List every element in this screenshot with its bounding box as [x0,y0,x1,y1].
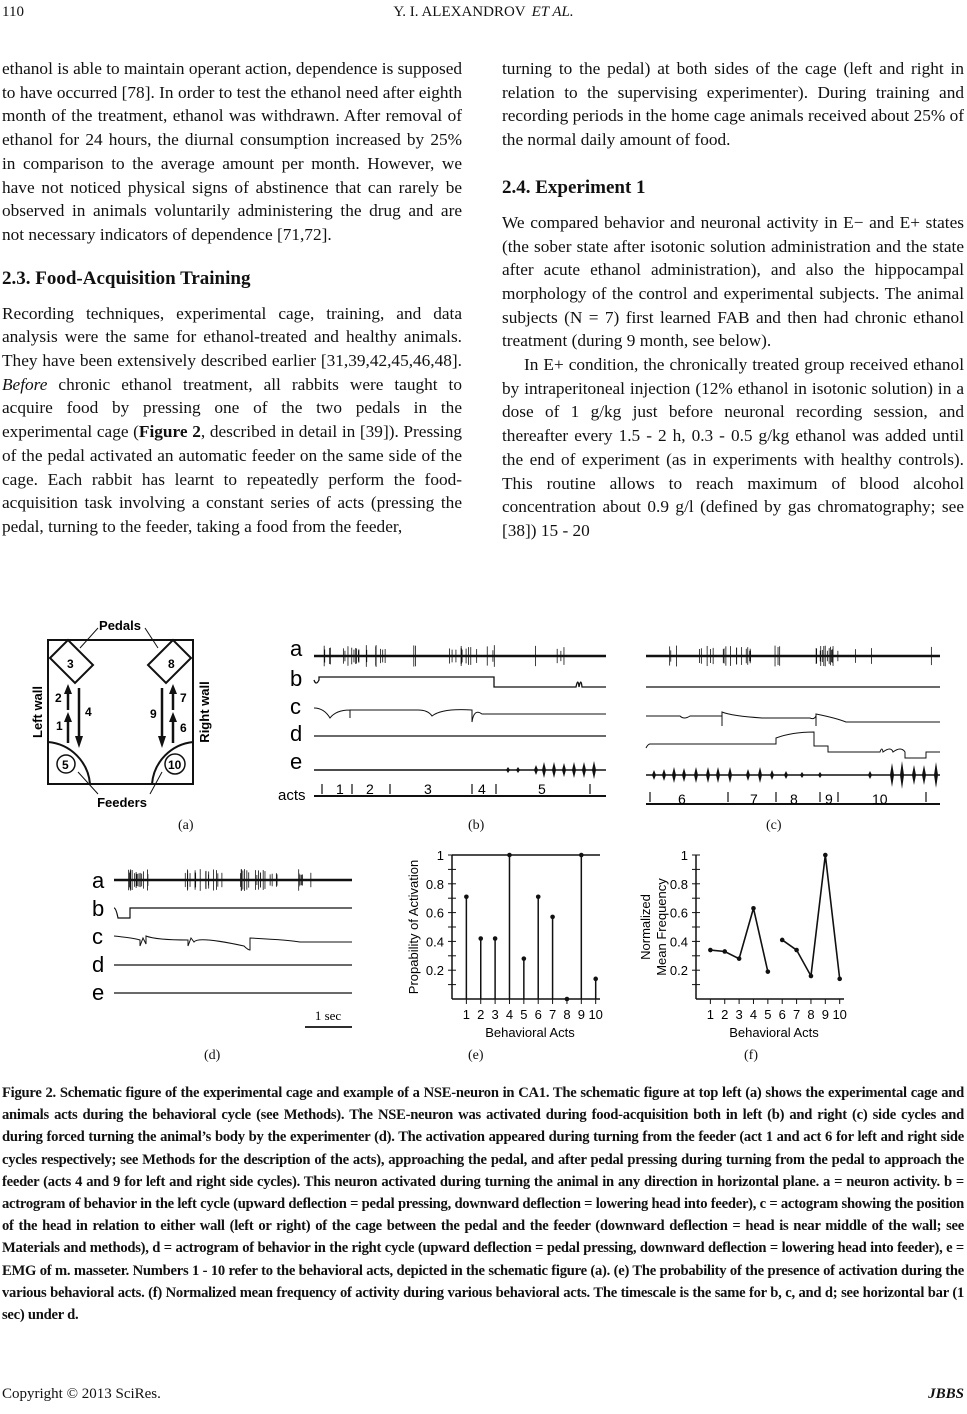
paragraph: We compared behavior and neuronal activity in E− and E+ states (the sober state after isotonic solution administration and the state after acute ethanol administration), and also the hippocampal morphology of the control and experimental subjects. The animal subjects (N = 7) first learned FAB and then had chronic ethanol treatment (during 9 month, see below). [502,212,964,351]
y-tick-label: 0.4 [425,934,444,950]
panel-e-chart [400,840,615,1055]
data-point [493,936,498,941]
trace-label-c: c [290,694,301,719]
panel-label-f: (f) [744,1048,758,1063]
running-head: Y. I. ALEXANDROV ET AL. [393,4,574,20]
data-point [478,936,483,941]
x-tick-label: 7 [792,1007,801,1022]
svg-text:2: 2 [55,691,62,705]
emg-burst [672,767,676,783]
emg-burst [652,770,656,780]
emg-burst [770,770,774,780]
figure-caption: Figure 2. Schematic figure of the experimental cage and example of a NSE-neuron in CA1. The schematic figure at top left (a) shows the experimental cage and animals acts during the behavioral cycle (see Methods). The NSE-neuron was activated during food-acquisition both in left (b) and right (c) side cycles and during forced turning the animal’s body by the experimenter (d). The activation appeared during turning from the feeder (act 1 and act 6 for left and right side cycles respectively; see Methods for the description of the acts), approaching the pedal, and after pedal pressing during turning from the pedal to approach the feeder (acts 4 and 9 for left and right side cycles). This neuron activated during turning the animal in any direction in horizontal plane. a = neuron activity. b = actrogram of behavior in the left cycle (upward deflection = pedal pressing, downward deflection = lowering head into feeder), c = actogram showing the position of the head in relation to either wall (left or right) of the cage between the pedal and the feeder (downward deflection = head is near middle of the wall; see Materials and methods), d = actrogram of behavior in the right cycle (upward deflection = pedal pressing, downward deflection = lowering head into feeder), e = EMG of m. masseter. Numbers 1 - 10 refer to the behavioral acts, depicted in the schematic figure (a). (e) The probability of the presence of activation during the various behavioral acts. (f) Normalized mean frequency of activity during various behavioral acts. The timescale is the same for b, c, and d; see horizontal bar (1 sec) under d. [2,1085,964,1324]
trace-c [646,712,940,726]
panel-c-traces [630,628,967,818]
page-footer [2,1386,964,1403]
journal-abbrev: JBBS [928,1386,964,1402]
emg-burst [890,763,894,787]
emg-burst [506,767,510,773]
x-axis-label: Behavioral Acts [729,1025,819,1040]
panel-a-schematic [0,600,280,820]
data-point [780,938,785,943]
emg-burst [592,761,596,779]
svg-text:5: 5 [62,758,69,772]
emg-burst [868,771,872,779]
section-heading: 2.3. Food-Acquisition Training [2,267,251,289]
emg-burst [784,771,788,779]
y-tick-label: 0.2 [669,963,688,979]
trace-label-e: e [92,980,105,1005]
x-tick-label: 8 [563,1007,571,1022]
emg-burst [534,765,538,775]
x-tick-label: 2 [477,1007,485,1022]
series-line [710,908,767,971]
svg-text:1: 1 [56,719,63,733]
emg-burst [746,769,750,781]
x-axis-label: Behavioral Acts [485,1025,575,1040]
x-tick-label: 10 [588,1007,603,1022]
x-tick-label: 2 [721,1007,729,1022]
emg-burst [716,767,720,783]
trace-label-b: b [290,666,303,691]
emg-burst [934,762,938,788]
svg-text:10: 10 [168,758,182,772]
svg-text:4: 4 [478,781,486,797]
paragraph: Recording techniques, experimental cage, training, and data analysis were the same for ethanol-treated and healthy animals. They have been extensively described earlier [31,39,42,45,46,48]. Before chronic ethanol treatment, all rabbits were taught to acquire food by pressing one of the two pedals in the experimental cage (Figure 2, described in detail in [39]). Pressing of the pedal activated an automatic feeder on the same side of the cage. Each rabbit has learnt to repeatedly perform the food-acquisition task involving a constant series of acts (pressing the pedal, turning to the feeder, taking a food from the feeder, [2,303,462,536]
emg-burst [682,768,686,782]
data-point [751,906,756,911]
page-number: 110 [2,4,24,20]
x-tick-label: 8 [807,1007,815,1022]
scale-bar-label: 1 sec [314,1008,342,1023]
emg-burst [572,762,576,778]
svg-text:1: 1 [336,781,344,797]
data-point [593,977,598,982]
paragraph: In E+ condition, the chronically treated group received ethanol by intraperitoneal injection (12% ethanol in isotonic solution) in a dose of 1 g/kg just before neuronal recording session, and thereafter every 1.5 - 2 h, 0.3 - 0.5 g/kg ethanol was added until the end of experiment (as in experiments with healthy controls). This routine allows to reach maximum of blood alcohol concentration about 0.9 g/l (defined by gas chromatography; see [38]) 15 - 20 [502,355,964,540]
y-tick-label: 0.4 [669,934,688,950]
x-tick-label: 4 [749,1007,758,1022]
acts-label: acts [278,787,306,804]
left-column [2,57,462,539]
right-wall-label: Right wall [197,681,212,743]
y-tick-label: 0.2 [425,963,444,979]
x-tick-label: 5 [764,1007,772,1022]
svg-text:4: 4 [85,705,92,719]
figure-reference-link[interactable]: Figure 2 [138,422,201,442]
trace-label-d: d [290,721,303,746]
data-point [522,956,527,961]
trace-label-e: e [290,749,303,774]
svg-text:3: 3 [424,781,432,797]
panel-label-a: (a) [178,818,194,833]
section-heading: 2.4. Experiment 1 [502,176,646,198]
svg-text:10: 10 [872,791,888,807]
emg-burst [922,765,926,785]
x-tick-label: 5 [520,1007,528,1022]
x-tick-label: 9 [821,1007,829,1022]
trace-b [114,908,352,918]
x-tick-label: 1 [462,1007,470,1022]
trace-label-c: c [92,924,103,949]
panel-label-e: (e) [468,1048,484,1063]
trace-c [314,708,606,722]
emg-burst [516,767,520,773]
x-tick-label: 10 [832,1007,847,1022]
y-axis-label: Mean Frequency [654,878,669,976]
panel-d-traces [80,860,370,1040]
panel-label-d: (d) [204,1048,221,1063]
trace-label-b: b [92,896,105,921]
y-tick-label: 0.6 [669,905,688,921]
emg-burst [758,767,762,783]
x-tick-label: 7 [548,1007,557,1022]
x-tick-label: 3 [491,1007,499,1022]
y-tick-label: 1 [436,848,444,863]
svg-text:8: 8 [168,657,175,671]
data-point [565,997,570,1002]
y-tick-label: 0.6 [425,905,444,921]
running-head-etal: ET AL. [531,4,574,20]
right-column [502,57,964,543]
panel-b-traces [278,628,623,818]
svg-text:5: 5 [538,781,546,797]
panel-label-c: (c) [766,818,782,833]
data-point [823,853,828,858]
x-tick-label: 6 [534,1007,542,1022]
trace-b [314,677,606,687]
page-header [0,4,967,28]
data-point [536,894,541,899]
emg-burst [900,761,904,789]
trace-label-d: d [92,952,105,977]
emg-burst [800,772,804,778]
y-tick-label: 1 [680,848,688,863]
y-tick-label: 0.8 [669,876,688,892]
x-tick-label: 4 [505,1007,514,1022]
data-point [579,853,584,858]
data-point [464,894,469,899]
svg-text:6: 6 [180,721,187,735]
svg-text:9: 9 [825,791,833,807]
svg-text:7: 7 [180,691,187,705]
emg-burst [542,762,546,778]
pedals-label: Pedals [99,618,141,633]
svg-text:2: 2 [366,781,374,797]
emg-burst [552,762,556,778]
emg-burst [706,767,710,783]
y-tick-label: 0.8 [425,876,444,892]
paragraph: turning to the pedal) at both sides of the cage (left and right in relation to the supervising experimenter). During training and recording periods in the home cage animals received about 25% of the normal daily amount of food. [502,59,964,150]
panel-label-b: (b) [468,818,485,833]
data-point [507,853,512,858]
emg-burst [582,762,586,778]
svg-text:6: 6 [678,791,686,807]
svg-text:9: 9 [150,707,157,721]
emg-burst [728,767,732,783]
panel-f-chart [630,840,860,1055]
emg-burst [562,763,566,777]
svg-text:3: 3 [67,657,74,671]
y-axis-label: Normalized [638,894,653,960]
data-point [737,956,742,961]
x-tick-label: 9 [577,1007,585,1022]
x-tick-label: 6 [778,1007,786,1022]
emg-burst [818,772,822,778]
data-point [809,974,814,979]
paragraph: ethanol is able to maintain operant action, dependence is supposed to have occurred [78]. In order to test the ethanol need after eighth month of the treatment, ethanol was withdrawn. After removal of ethanol for 24 hours, the diurnal consumption increased by 25% in comparison to the average amount per month. However, we have not noticed physical signs of abstinence that can rarely be observed in animals voluntarily administering the drug and are not necessary indicators of dependence [71,72]. [2,59,462,244]
copyright: Copyright © 2013 SciRes. [2,1386,161,1402]
y-axis-label: Propability of Activation [406,859,421,995]
data-point [766,969,771,974]
x-tick-label: 3 [735,1007,743,1022]
series-line [782,855,839,979]
figure-2 [0,600,967,1070]
feeders-label: Feeders [97,795,147,810]
emg-burst [694,767,698,783]
data-point [722,949,727,954]
data-point [708,948,713,953]
emg-burst [662,769,666,781]
trace-label-a: a [92,868,105,893]
data-point [837,977,842,982]
trace-label-a: a [290,636,303,661]
data-point [550,915,555,920]
svg-text:8: 8 [790,791,798,807]
svg-text:7: 7 [750,791,758,807]
trace-d [646,732,940,758]
emg-burst [912,765,916,785]
x-tick-label: 1 [706,1007,714,1022]
left-wall-label: Left wall [30,685,45,739]
data-point [794,948,799,953]
trace-c [114,936,352,950]
